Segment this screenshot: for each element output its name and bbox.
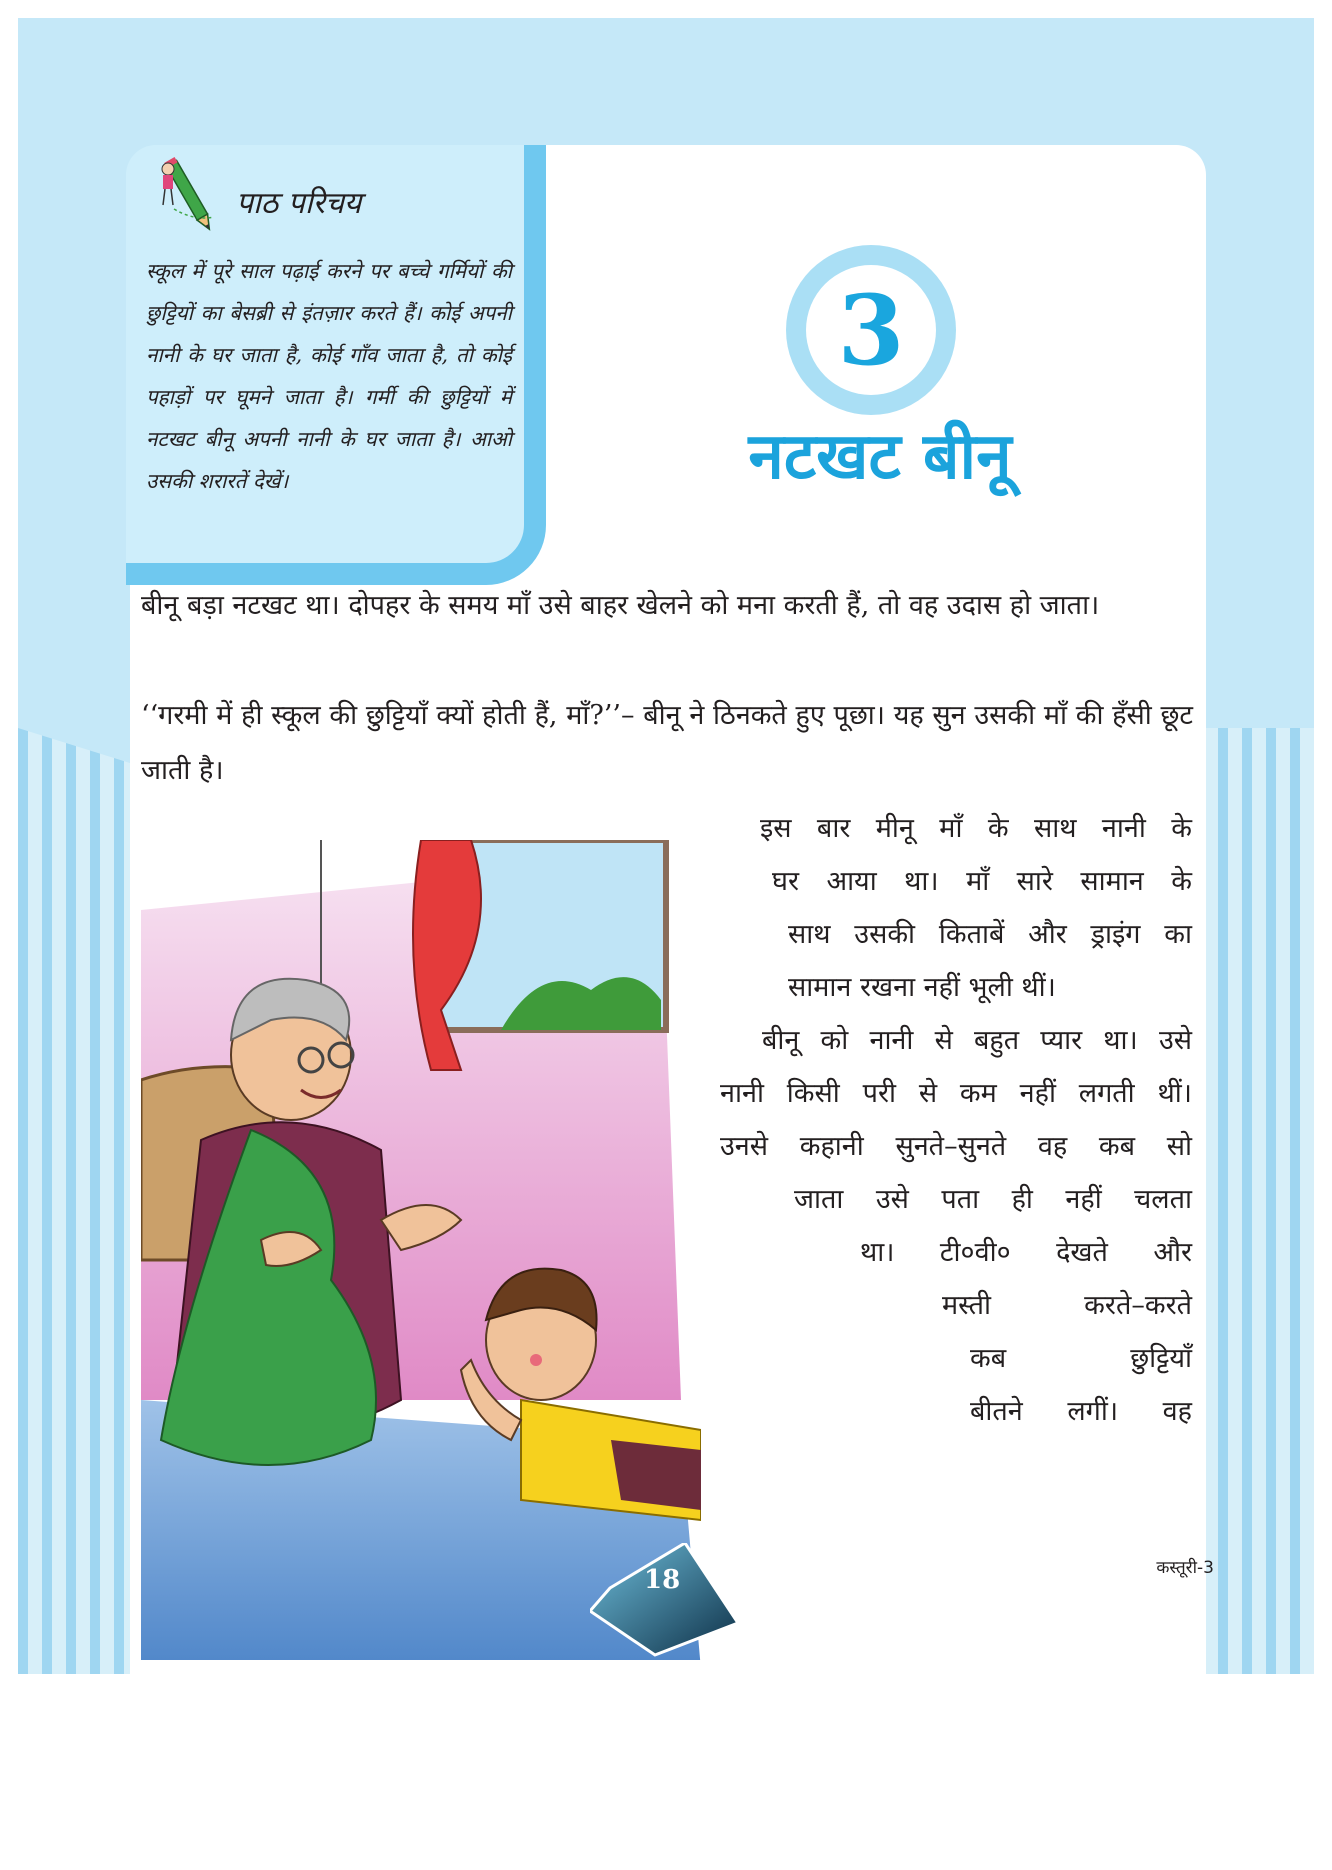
paragraph-2: ‘‘गरमी में ही स्कूल की छुट्टियाँ क्यों होती हैं, माँ?’’– बीनू ने ठिनकते हुए पूछा। यह सुन उसकी माँ की हँसी छूट जाती है। <box>141 700 1193 786</box>
right-line-3: साथ उसकी किताबें और ड्राइंग का <box>788 919 1192 950</box>
chapter-title: नटखट बीनू <box>748 420 1012 494</box>
book-title-footer: कस्तूरी-3 <box>1156 1558 1214 1578</box>
right-line-5: बीनू को नानी से बहुत प्यार था। उसे <box>762 1025 1192 1056</box>
right-line-12: बीतने लगीं। वह <box>970 1396 1192 1427</box>
right-line-4: सामान रखना नहीं भूली थीं। <box>788 972 1056 1003</box>
pencil-girl-icon <box>154 151 224 241</box>
page-number: 18 <box>644 1565 681 1595</box>
right-line-8: जाता उसे पता ही नहीं चलता <box>794 1184 1192 1215</box>
right-line-11: कब छुट्टियाँ <box>970 1343 1192 1374</box>
right-line-10: मस्ती करते–करते <box>942 1290 1192 1321</box>
chapter-number-circle <box>786 245 956 415</box>
chapter-number: 3 <box>806 265 936 395</box>
right-line-6: नानी किसी परी से कम नहीं लगती थीं। <box>720 1078 1192 1109</box>
page-number-shape <box>590 1543 740 1658</box>
page-number-badge <box>590 1543 740 1658</box>
story-illustration <box>141 840 701 1660</box>
intro-box <box>126 145 546 585</box>
intro-text: स्कूल में पूरे साल पढ़ाई करने पर बच्चे गर्मियों की छुट्टियों का बेसब्री से इंतज़ार करते हैं। कोई अपनी नानी के घर जाता है, कोई गाँव जाता है, तो कोई पहाड़ों पर घूमने जाता है। गर्मी की छुट्टियों में नटखट बीनू अपनी नानी के घर जाता है। आओ उसकी शरारतें देखें। <box>146 259 512 493</box>
right-line-1: इस बार मीनू माँ के साथ नानी के <box>760 813 1192 844</box>
intro-heading: पाठ परिचय <box>236 186 362 221</box>
right-line-9: था। टी०वी० देखते और <box>860 1237 1192 1268</box>
paragraph-1: बीनू बड़ा नटखट था। दोपहर के समय माँ उसे बाहर खेलने को मना करती हैं, तो वह उदास हो जाता। <box>141 590 1100 621</box>
right-line-2: घर आया था। माँ सारे सामान के <box>772 866 1192 897</box>
right-line-7: उनसे कहानी सुनते–सुनते वह कब सो <box>720 1131 1192 1162</box>
